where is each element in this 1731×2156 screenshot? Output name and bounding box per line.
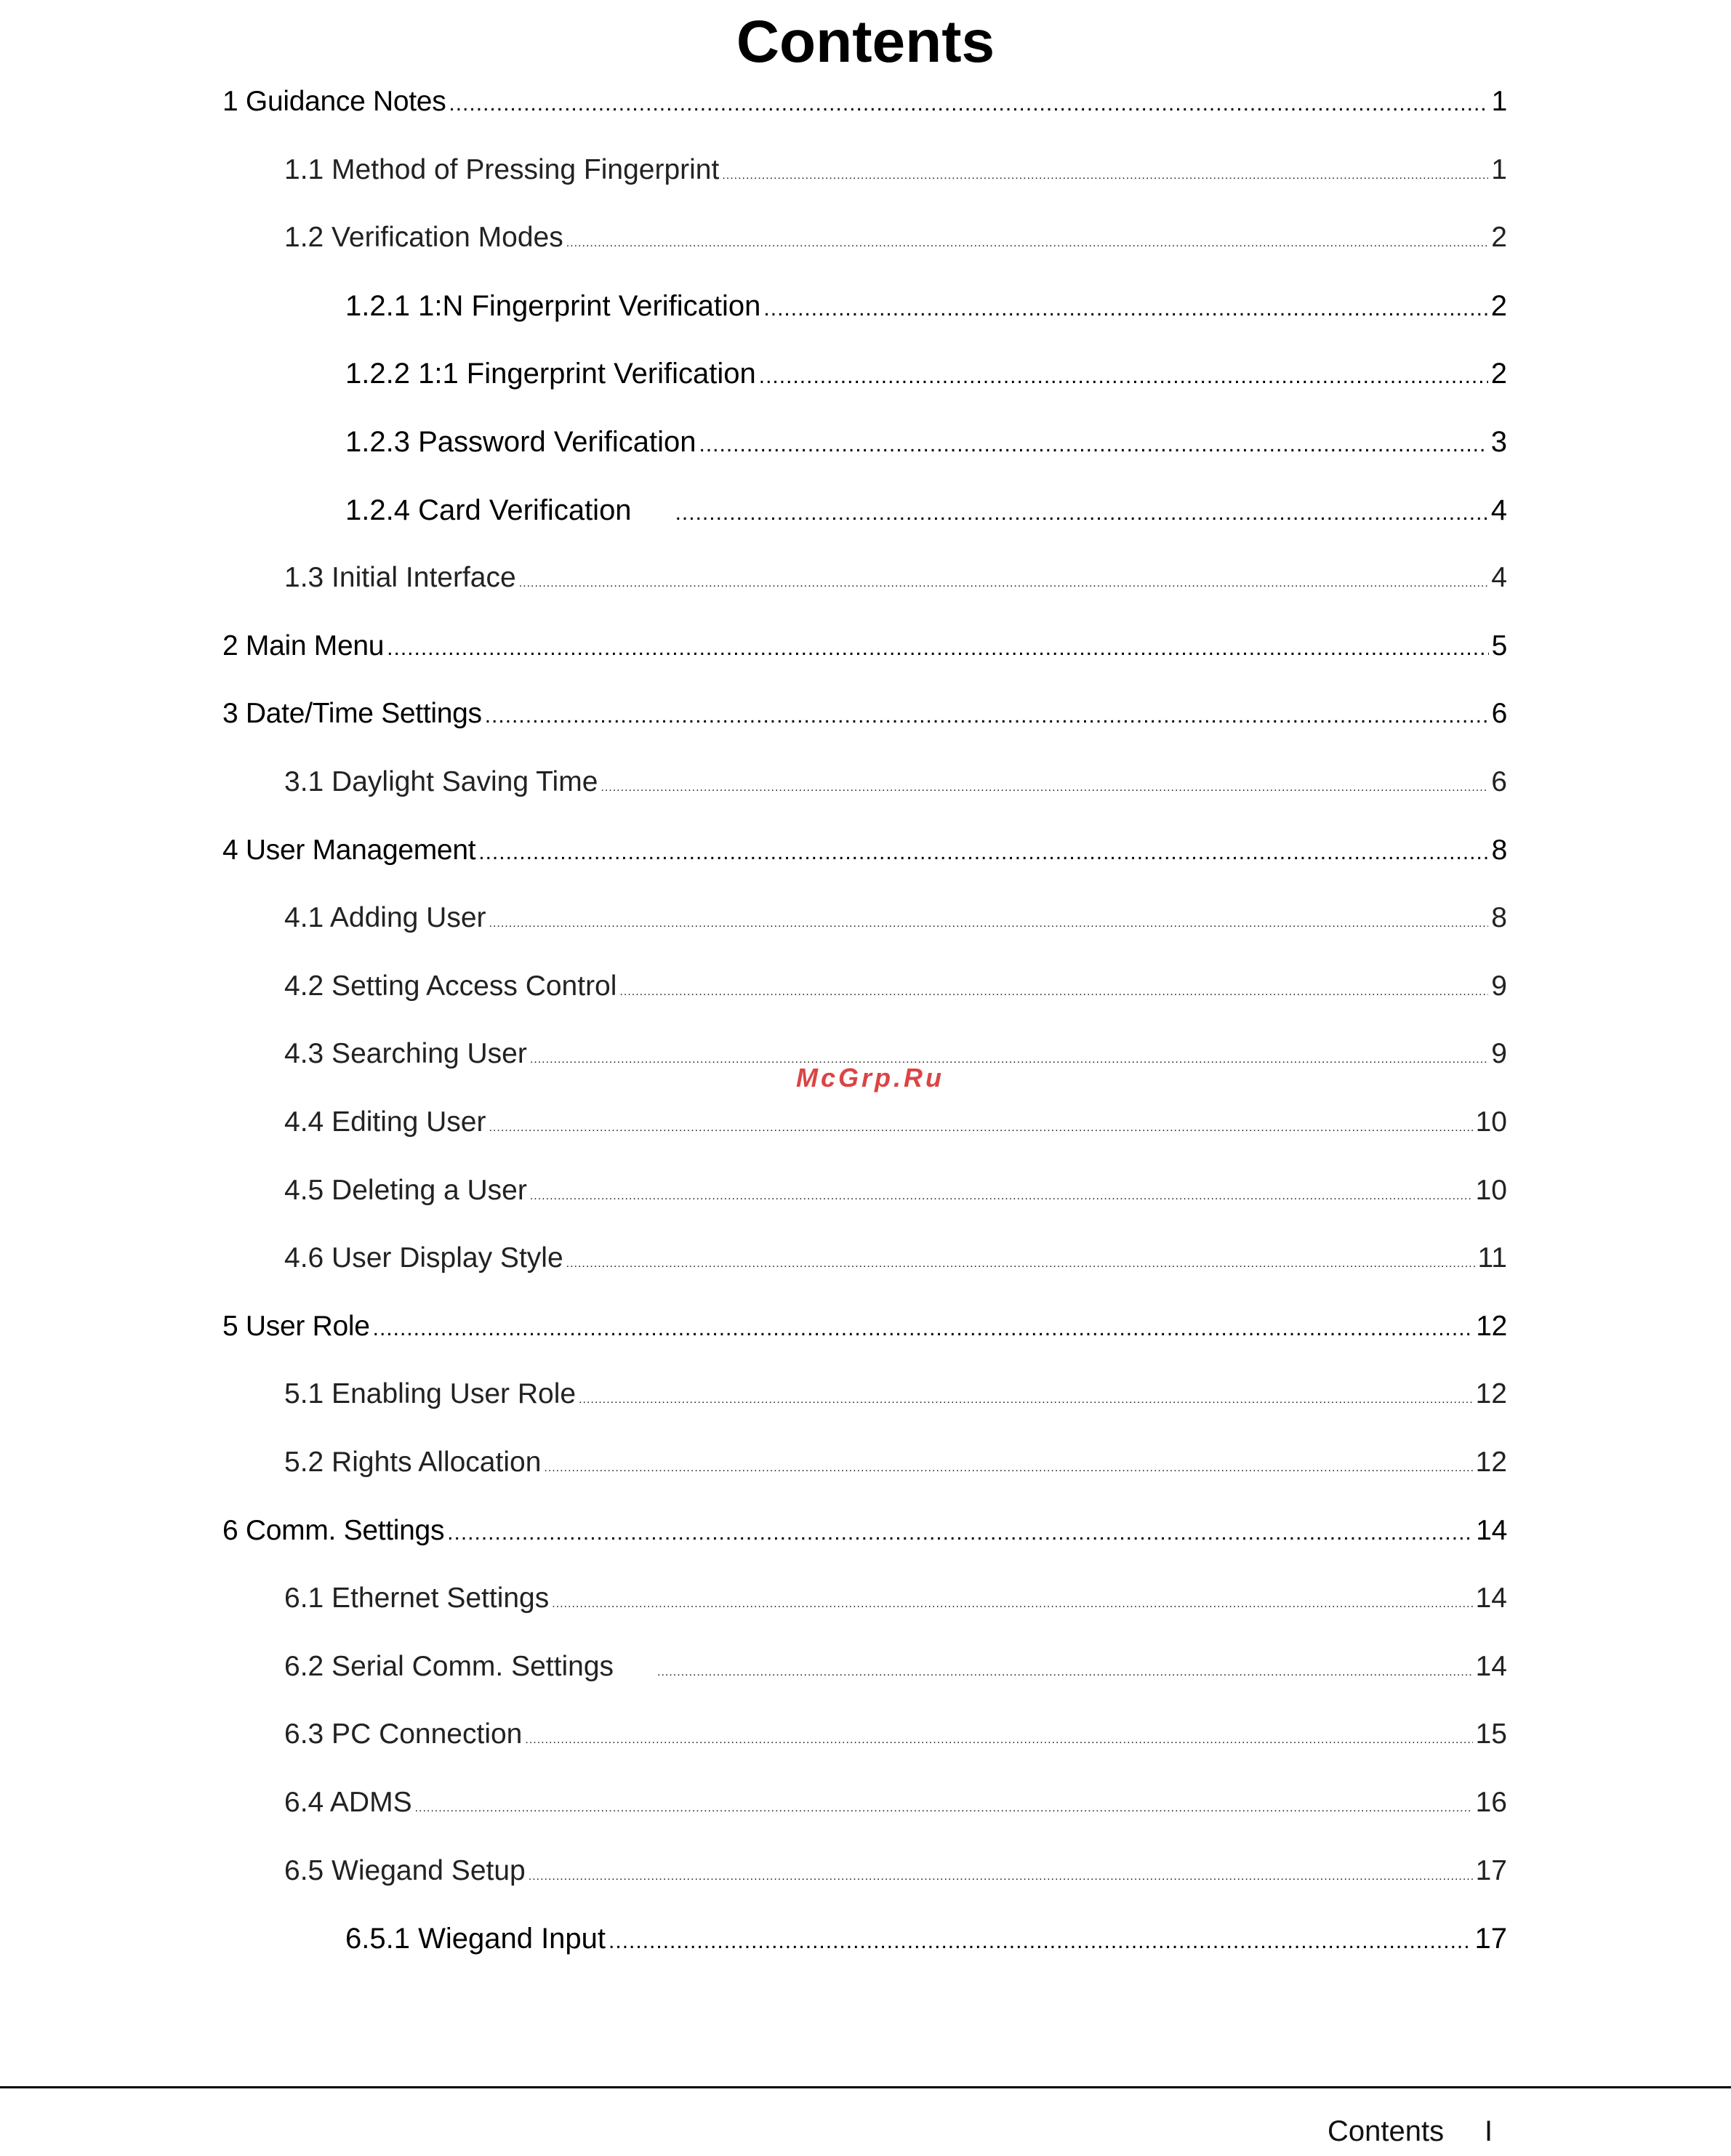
- toc-entry-page: 2: [1490, 289, 1507, 322]
- toc-entry-page: 14: [1476, 1514, 1507, 1546]
- toc-entry-page: 2: [1490, 358, 1507, 390]
- dot-leader: [699, 433, 1487, 457]
- toc-entry[interactable]: [284, 1582, 1507, 1614]
- dot-leader: [530, 1190, 1473, 1203]
- dot-leader: [675, 501, 1488, 526]
- dot-leader: [415, 1802, 1473, 1815]
- toc-entry[interactable]: [284, 562, 1507, 594]
- toc-entry-page: 12: [1476, 1310, 1507, 1342]
- dot-leader: [579, 1393, 1473, 1407]
- toc-entry-title: 5.1 Enabling User Role: [284, 1378, 577, 1410]
- toc-entry[interactable]: [345, 1923, 1507, 1955]
- toc-entry-title: 1.2.3 Password Verification: [345, 426, 696, 458]
- toc-entry-title: 4.1 Adding User: [284, 902, 486, 934]
- toc-entry-title: 6.3 PC Connection: [284, 1718, 523, 1750]
- dot-leader: [478, 840, 1488, 865]
- dot-leader: [449, 92, 1488, 116]
- toc-entry[interactable]: [222, 86, 1507, 118]
- toc-entry-page: 6: [1491, 698, 1507, 730]
- toc-entry-page: 12: [1475, 1447, 1507, 1478]
- toc-entry-page: 4: [1491, 562, 1507, 594]
- dot-leader: [447, 1521, 1473, 1545]
- footer-divider: [0, 2086, 1731, 2088]
- toc-entry-page: 10: [1475, 1174, 1507, 1206]
- toc-entry-title: 1 Guidance Notes: [222, 86, 446, 117]
- toc-entry-title: 4.3 Searching User: [284, 1038, 527, 1070]
- toc-entry-title: 3 Date/Time Settings: [222, 698, 482, 730]
- toc-entry[interactable]: [284, 222, 1507, 254]
- toc-entry[interactable]: [222, 1311, 1507, 1343]
- dot-leader: [373, 1316, 1474, 1341]
- toc-entry-title: 1.3 Initial Interface: [284, 562, 516, 594]
- dot-leader: [763, 297, 1487, 321]
- toc-entry-page: 5: [1491, 629, 1507, 661]
- toc-entry[interactable]: [345, 494, 1507, 527]
- toc-entry[interactable]: [284, 1855, 1507, 1887]
- toc-entry[interactable]: [222, 1515, 1507, 1547]
- toc-entry-page: 1: [1491, 86, 1507, 117]
- toc-entry-page: 2: [1491, 222, 1507, 254]
- toc-entry-page: 15: [1475, 1718, 1507, 1750]
- dot-leader: [722, 169, 1488, 182]
- toc-entry-page: 12: [1475, 1378, 1507, 1410]
- toc-entry-title: 1.2.2 1:1 Fingerprint Verification: [345, 358, 756, 390]
- toc-entry-page: 8: [1491, 834, 1507, 866]
- toc-entry[interactable]: [345, 290, 1507, 323]
- dot-leader: [566, 237, 1489, 250]
- dot-leader: [609, 1929, 1471, 1954]
- toc-entry[interactable]: [284, 902, 1507, 934]
- toc-entry[interactable]: [345, 426, 1507, 459]
- toc-entry-page: 9: [1491, 970, 1507, 1002]
- toc-entry-title: 5 User Role: [222, 1310, 370, 1342]
- toc-entry-page: 4: [1490, 494, 1507, 526]
- toc-entry-title: 1.2.1 1:N Fingerprint Verification: [345, 289, 761, 322]
- dot-leader: [530, 1053, 1488, 1066]
- toc-entry-title: 1.2.4 Card Verification: [345, 494, 632, 526]
- toc-entry-page: 14: [1475, 1582, 1507, 1614]
- toc-entry-title: 6.2 Serial Comm. Settings: [284, 1650, 614, 1682]
- toc-entry-title: 6.1 Ethernet Settings: [284, 1582, 550, 1614]
- toc-entry-page: 3: [1490, 426, 1507, 458]
- dot-leader: [519, 577, 1489, 590]
- dot-leader: [759, 364, 1488, 389]
- toc-entry-page: 1: [1491, 153, 1507, 185]
- toc-entry[interactable]: [222, 834, 1507, 866]
- toc-entry-title: 2 Main Menu: [222, 629, 385, 661]
- footer-label: Contents: [1328, 2115, 1445, 2147]
- toc-entry[interactable]: [284, 970, 1507, 1002]
- toc-entry-page: 6: [1491, 766, 1507, 797]
- dot-leader: [601, 781, 1488, 795]
- toc-entry-title: 4 User Management: [222, 834, 476, 866]
- toc-entry-page: 17: [1474, 1923, 1507, 1955]
- toc-entry[interactable]: [284, 766, 1507, 798]
- dot-leader: [544, 1462, 1472, 1475]
- toc-entry-title: 4.6 User Display Style: [284, 1242, 563, 1274]
- toc-entry[interactable]: [222, 698, 1507, 730]
- toc-entry-title: 4.4 Editing User: [284, 1106, 486, 1138]
- toc-entry[interactable]: [284, 154, 1507, 186]
- toc-entry[interactable]: [284, 1378, 1507, 1410]
- toc-entry-page: 14: [1475, 1650, 1507, 1682]
- toc-entry[interactable]: [284, 1787, 1507, 1819]
- dot-leader: [485, 704, 1489, 728]
- toc-entry-title: 5.2 Rights Allocation: [284, 1447, 542, 1478]
- toc-entry-page: 16: [1475, 1787, 1507, 1818]
- dot-leader: [566, 1258, 1475, 1271]
- toc-entry[interactable]: [345, 358, 1507, 390]
- dot-leader: [489, 1122, 1472, 1135]
- toc-entry-title: 3.1 Daylight Saving Time: [284, 766, 598, 797]
- toc-entry-page: 8: [1491, 902, 1507, 934]
- footer-page-number: I: [1485, 2115, 1493, 2147]
- toc-entry[interactable]: [284, 1175, 1507, 1207]
- toc-entry[interactable]: [284, 1718, 1507, 1750]
- toc-entry-title: 1.2 Verification Modes: [284, 222, 563, 254]
- toc-entry-page: 9: [1491, 1038, 1507, 1070]
- dot-leader: [619, 986, 1488, 999]
- toc-entry-page: 11: [1477, 1242, 1507, 1274]
- toc-entry[interactable]: [284, 1651, 1507, 1683]
- dot-leader: [525, 1734, 1472, 1747]
- toc-entry[interactable]: [222, 630, 1507, 662]
- dot-leader: [657, 1666, 1473, 1679]
- dot-leader: [387, 636, 1488, 661]
- toc-entry-title: 6.5.1 Wiegand Input: [345, 1923, 606, 1955]
- toc-entry-title: 1.1 Method of Pressing Fingerprint: [284, 153, 720, 185]
- toc-entry-page: 17: [1475, 1854, 1507, 1886]
- toc-entry-title: 4.2 Setting Access Control: [284, 970, 617, 1002]
- toc-entry[interactable]: [284, 1447, 1507, 1479]
- toc-entry-title: 6 Comm. Settings: [222, 1514, 445, 1546]
- toc-entry[interactable]: [284, 1242, 1507, 1274]
- watermark: McGrp.Ru: [796, 1063, 945, 1093]
- page-title: Contents: [736, 9, 995, 75]
- toc-entry-page: 10: [1475, 1106, 1507, 1138]
- dot-leader: [529, 1870, 1473, 1883]
- toc-entry-title: 6.4 ADMS: [284, 1787, 412, 1818]
- toc-entry-title: 6.5 Wiegand Setup: [284, 1854, 526, 1886]
- toc-entry-title: 4.5 Deleting a User: [284, 1174, 527, 1206]
- dot-leader: [489, 917, 1489, 930]
- dot-leader: [552, 1598, 1472, 1611]
- toc-entry[interactable]: [284, 1106, 1507, 1138]
